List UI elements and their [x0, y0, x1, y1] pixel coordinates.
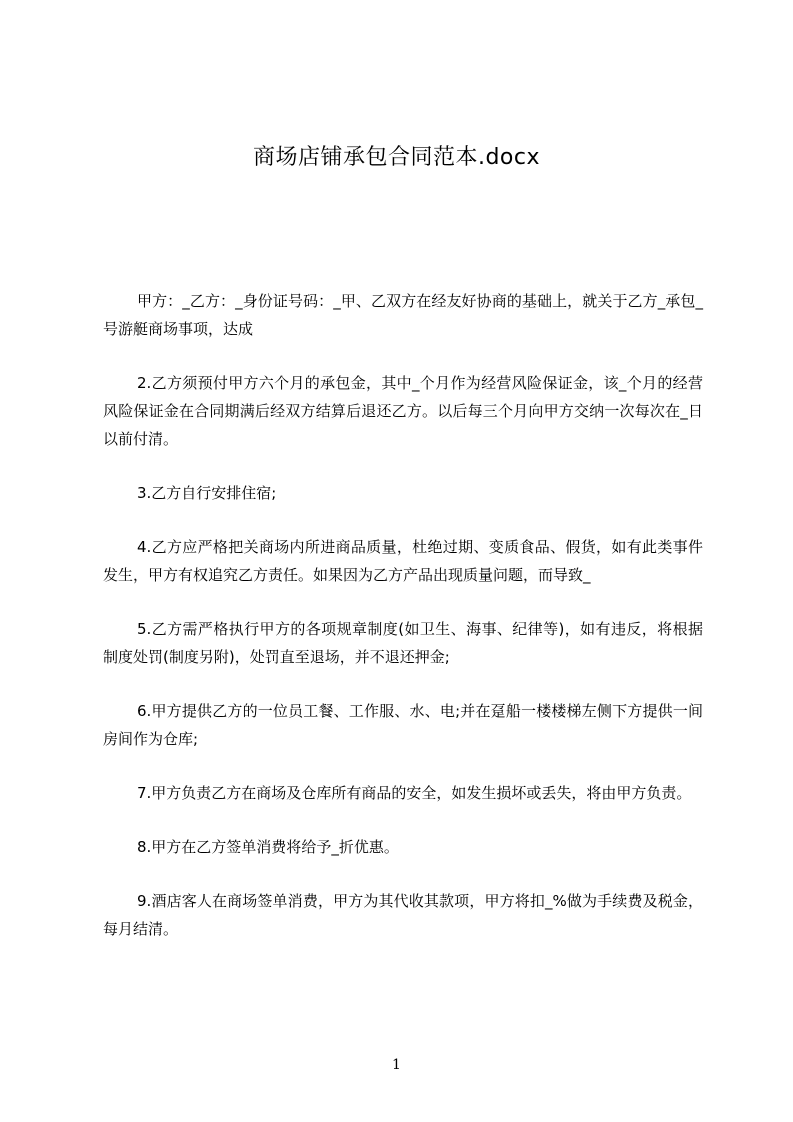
page-number: 1	[392, 1057, 401, 1073]
document-body	[103, 287, 703, 969]
paragraph-clause-5: 5.乙方需严格执行甲方的各项规章制度(如卫生、海事、纪律等)，如有违反，将根据制度处罚(制度另附)，处罚直至退场，并不退还押金;	[103, 620, 703, 666]
document-title: 商场店铺承包合同范本.docx	[252, 145, 541, 170]
paragraph-clause-3: 3.乙方自行安排住宿;	[137, 484, 277, 502]
paragraph-clause-7: 7.甲方负责乙方在商场及仓库所有商品的安全，如发生损坏或丢失，将由甲方负责。	[137, 784, 692, 802]
paragraph-parties: 甲方：_乙方：_身份证号码：_甲、乙双方在经友好协商的基础上，就关于乙方_承包_号游艇商场事项，达成	[103, 292, 703, 338]
paragraph-clause-4: 4.乙方应严格把关商场内所进商品质量，杜绝过期、变质食品、假货，如有此类事件发生，甲方有权追究乙方责任。如果因为乙方产品出现质量问题，而导致_	[103, 538, 703, 584]
paragraph-clause-8: 8.甲方在乙方签单消费将给予_折优惠。	[137, 838, 399, 856]
paragraph-clause-9: 9.酒店客人在商场签单消费，甲方为其代收其款项，甲方将扣_%做为手续费及税金，每月结清。	[103, 892, 703, 938]
paragraph-clause-2: 2.乙方须预付甲方六个月的承包金，其中_个月作为经营风险保证金，该_个月的经营风险保证金在合同期满后经双方结算后退还乙方。以后每三个月向甲方交纳一次每次在_日以前付清。	[103, 374, 703, 448]
paragraph-clause-6: 6.甲方提供乙方的一位员工餐、工作服、水、电;并在趸船一楼楼梯左侧下方提供一间房间作为仓库;	[103, 702, 703, 748]
